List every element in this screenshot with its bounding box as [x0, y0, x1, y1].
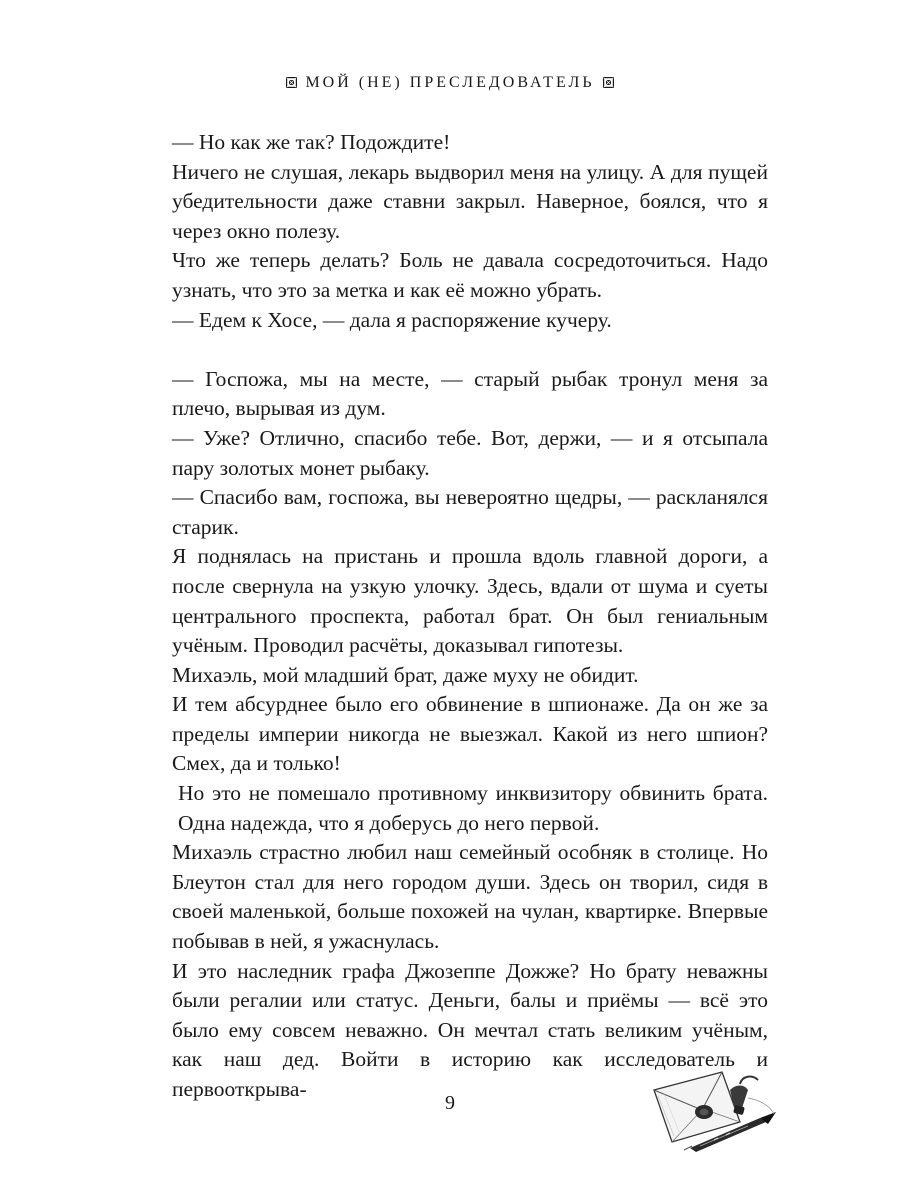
paragraph: И это наследник графа Джозеппе Дожже? Но брату неважны были регалии или статус. Деньги, балы и приёмы — всё это было ему совсем неважно. Он мечтал стать великим учёным, как наш дед. Войти в историю как исследователь и первооткрыва-: [172, 958, 768, 1101]
paragraph: — Госпожа, мы на месте, — старый рыбак тронул меня за плечо, вырывая из дум.: [172, 366, 768, 421]
paragraph: Но это не помешало противному инквизитору обвинить брата. Одна надежда, что я доберусь до него первой.: [178, 781, 768, 835]
paragraph: Михаэль страстно любил наш семейный особняк в столице. Но Блеутон стал для него городом души. Здесь он творил, сидя в своей маленькой, больше похожей на чулан, квартирке. Впервые побывав в ней, я ужаснулась.: [172, 840, 768, 954]
paragraph: — Спасибо вам, госпожа, вы невероятно щедры, — раскланялся старик.: [172, 485, 768, 539]
envelope-icon: [654, 1072, 740, 1142]
seal-stamp-icon: [730, 1077, 758, 1116]
running-head: [0, 74, 900, 92]
paragraph: — Но как же так? Подождите!: [172, 130, 451, 154]
square-ornament-icon: [286, 77, 297, 88]
paragraph: Что же теперь делать? Боль не давала сосредоточиться. Надо узнать, что это за метка и как её можно убрать.: [172, 248, 768, 302]
letter-seal-pen-illustration: [644, 1060, 784, 1152]
body-text: [172, 128, 768, 1105]
paragraph: Я поднялась на пристань и прошла вдоль главной дороги, а после свернула на узкую улочку. Здесь, вдали от шума и суеты центрального проспекта, работал брат. Он был гениальным учёным. Проводил расчёты, доказывал гипотезы.: [172, 544, 768, 658]
paragraph: И тем абсурднее было его обвинение в шпионаже. Да он же за пределы империи никогда не выезжал. Какой из него шпион? Смех, да и только!: [172, 692, 768, 776]
section-break: [172, 335, 768, 365]
wax-seal-icon: [695, 1105, 713, 1119]
running-head-title: МОЙ (НЕ) ПРЕСЛЕДОВАТЕЛЬ: [305, 74, 595, 91]
square-ornament-icon: [603, 77, 614, 88]
paragraph: Ничего не слушая, лекарь выдворил меня на улицу. А для пущей убедительности даже ставни закрыл. Наверное, боялся, что я через окно полезу.: [172, 159, 768, 243]
paragraph: Михаэль, мой младший брат, даже муху не обидит.: [172, 662, 639, 687]
paragraph: — Уже? Отлично, спасибо тебе. Вот, держи, — и я отсыпала пару золотых монет рыбаку.: [172, 425, 768, 480]
page-number: 9: [445, 1092, 455, 1114]
paragraph: — Едем к Хосе, — дала я распоряжение кучеру.: [172, 307, 612, 332]
